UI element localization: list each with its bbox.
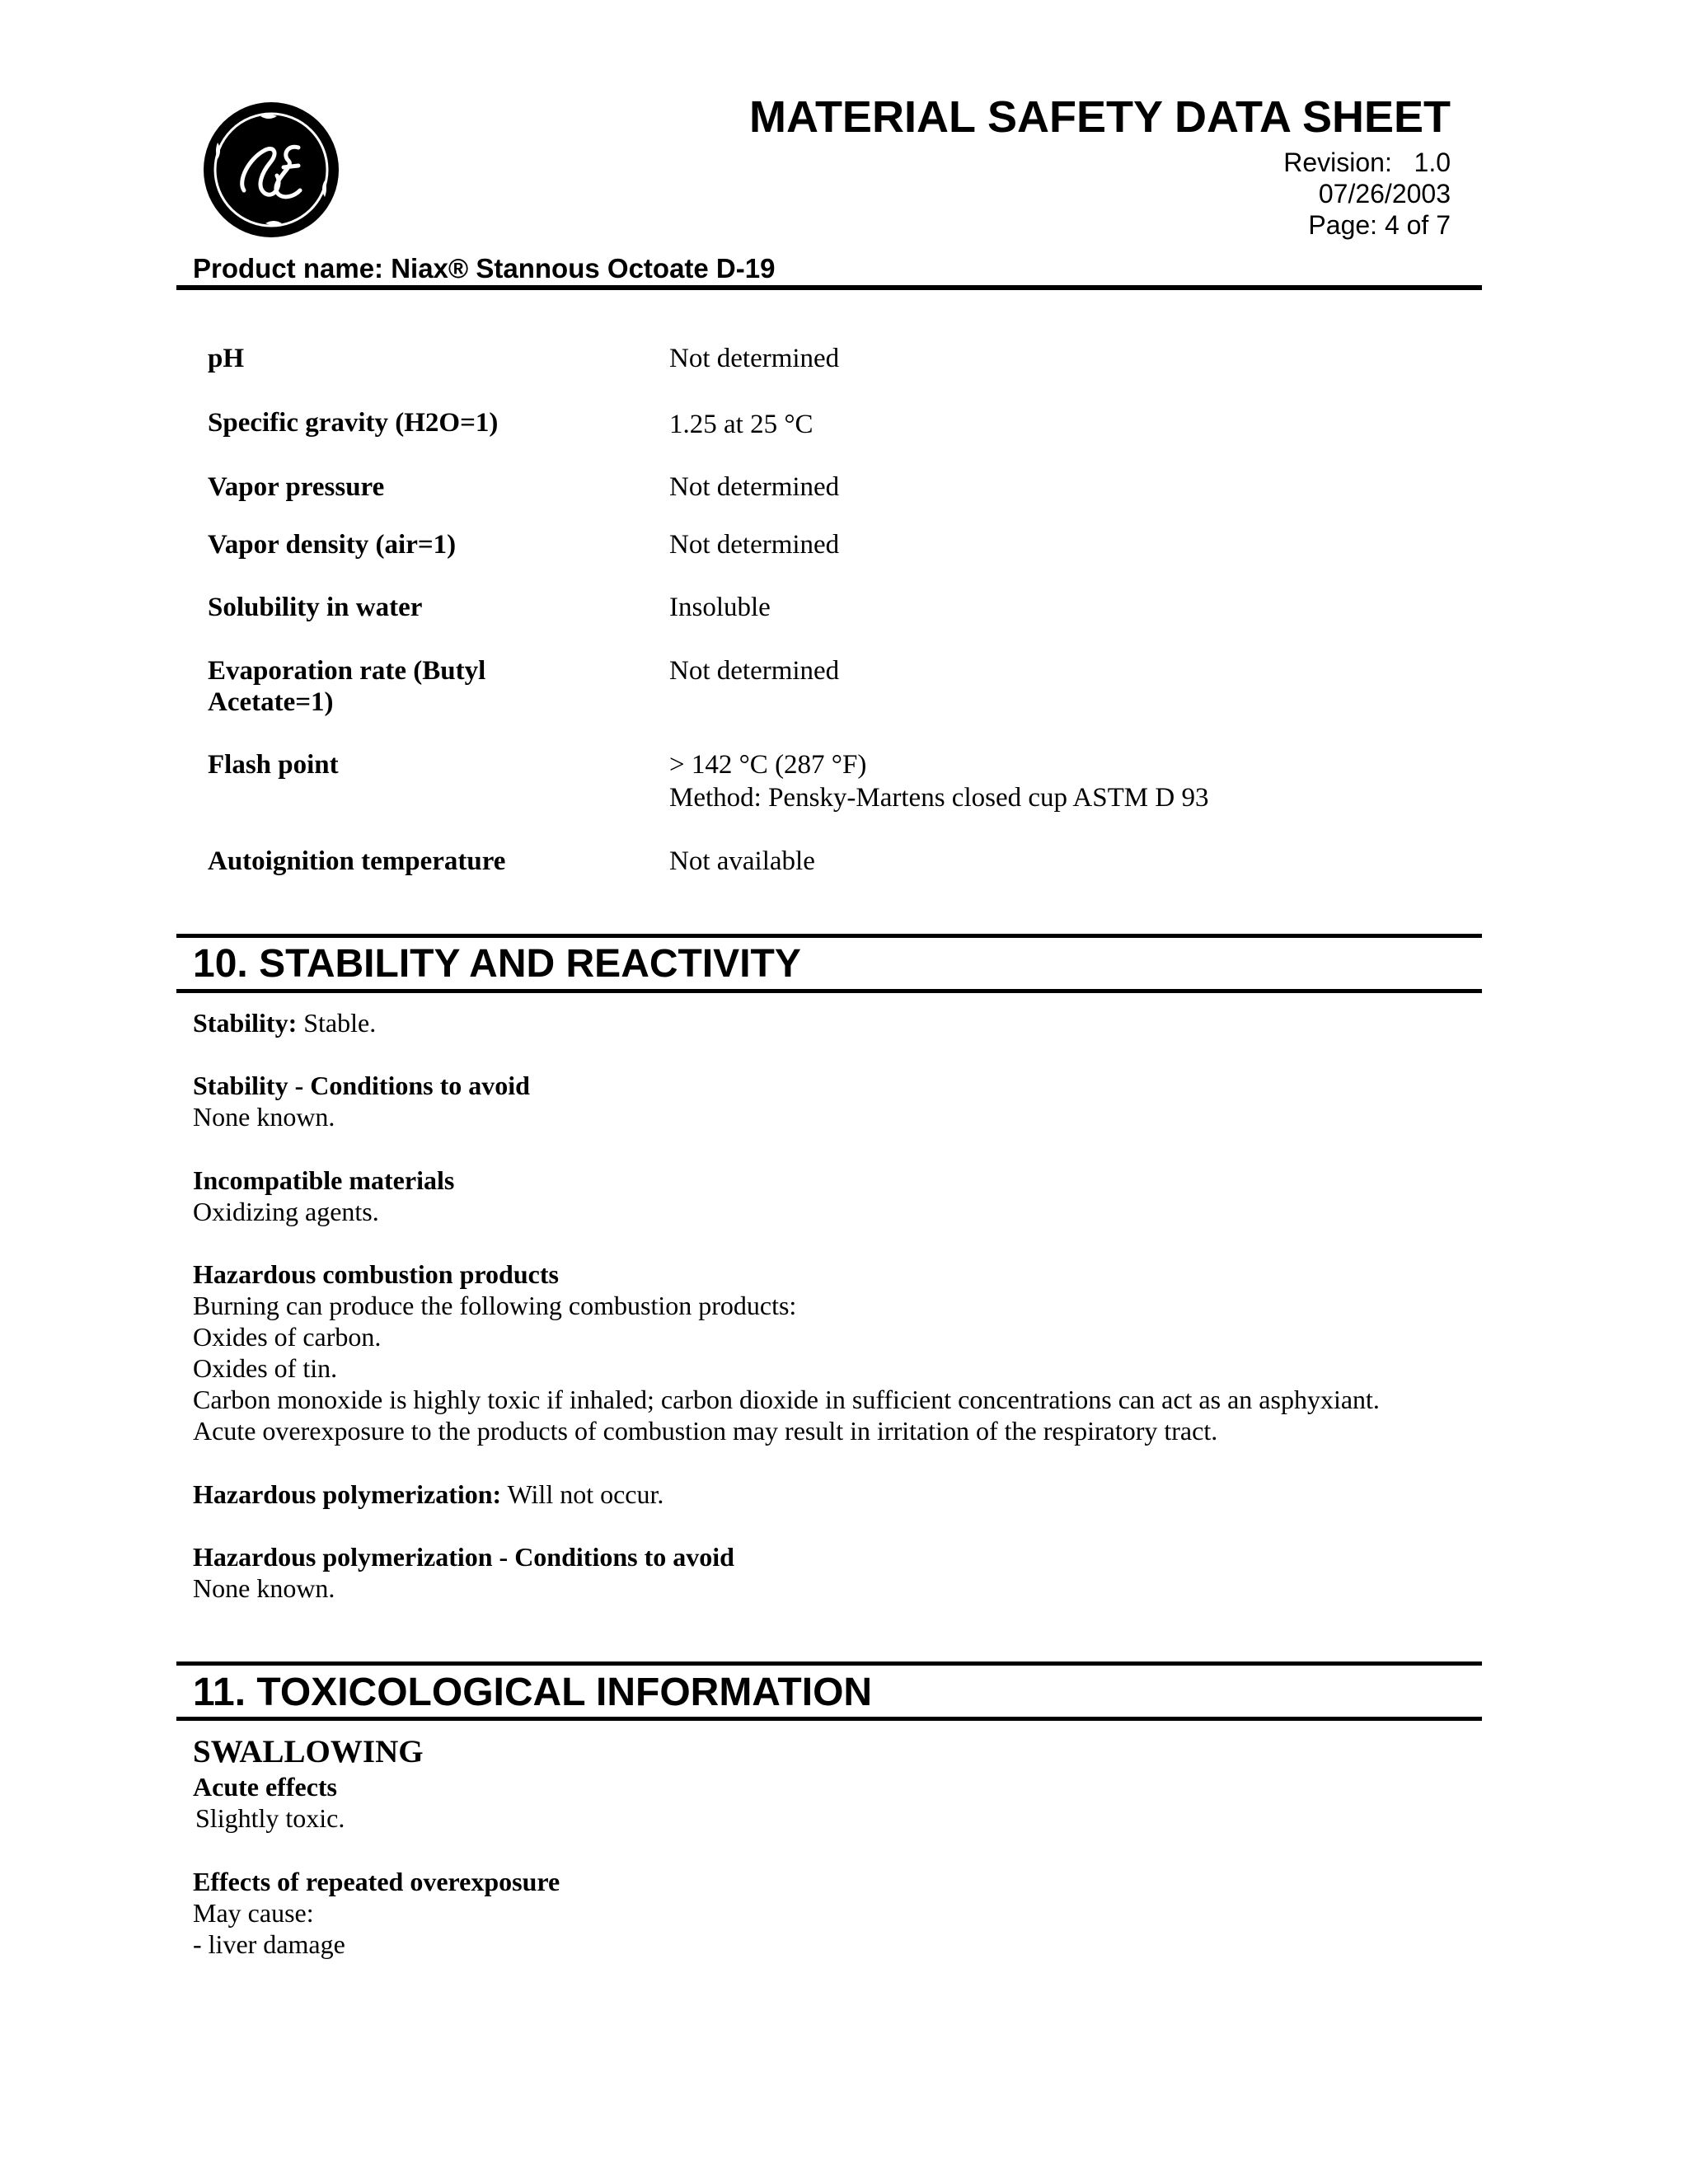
polymerization-label: Hazardous polymerization:	[193, 1479, 502, 1509]
stability-value: Stable.	[303, 1008, 377, 1038]
property-label: Vapor pressure	[208, 472, 385, 502]
property-value: Not available	[669, 846, 815, 876]
section-divider	[176, 1717, 1482, 1721]
property-label: Autoignition temperature	[208, 846, 506, 876]
repeated-overexposure-heading: Effects of repeated overexposure	[193, 1867, 560, 1896]
repeated-overexposure-line: May cause:	[193, 1898, 314, 1928]
property-value: Insoluble	[669, 593, 771, 622]
property-value: 1.25 at 25 °C	[669, 410, 814, 439]
product-name: Product name: Niax® Stannous Octoate D-19	[193, 253, 776, 284]
property-value-method: Method: Pensky-Martens closed cup ASTM D 93	[669, 783, 1209, 813]
combustion-heading: Hazardous combustion products	[193, 1259, 559, 1289]
stability-line	[193, 1007, 376, 1038]
section-10-title: 10. STABILITY AND REACTIVITY	[193, 942, 801, 986]
property-label: Vapor density (air=1)	[208, 530, 457, 560]
combustion-line: Acute overexposure to the products of combustion may result in irritation of the respiratory tract.	[193, 1416, 1218, 1446]
combustion-line: Oxides of carbon.	[193, 1322, 382, 1352]
property-label: Solubility in water	[208, 593, 423, 622]
property-value: Not determined	[669, 656, 840, 686]
property-label: Flash point	[208, 750, 339, 780]
incompatible-heading: Incompatible materials	[193, 1165, 455, 1195]
combustion-line: Burning can produce the following combustion products:	[193, 1291, 797, 1320]
revision-number: Revision: 1.0	[1283, 148, 1451, 177]
conditions-heading: Stability - Conditions to avoid	[193, 1071, 530, 1100]
document-title: MATERIAL SAFETY DATA SHEET	[748, 92, 1451, 142]
property-value: Not determined	[669, 344, 840, 373]
property-label-continued: Acetate=1)	[208, 687, 334, 717]
section-11-title: 11. TOXICOLOGICAL INFORMATION	[193, 1671, 873, 1714]
property-value: Not determined	[669, 472, 840, 502]
page-number: Page: 4 of 7	[1308, 210, 1451, 240]
section-divider	[176, 934, 1482, 938]
section-divider	[176, 989, 1482, 993]
combustion-line: Carbon monoxide is highly toxic if inhaled; carbon dioxide in sufficient concentrations can act as an asphyxiant.	[193, 1385, 1380, 1414]
property-value: Not determined	[669, 530, 840, 560]
conditions-text: None known.	[193, 1102, 335, 1132]
property-value: > 142 °C (287 °F)	[669, 750, 867, 780]
polymerization-conditions-heading: Hazardous polymerization - Conditions to avoid	[193, 1542, 734, 1572]
acute-effects-text: Slightly toxic.	[195, 1803, 345, 1833]
header-divider	[176, 285, 1482, 290]
property-label: pH	[208, 344, 245, 373]
property-label: Evaporation rate (Butyl	[208, 656, 486, 686]
repeated-overexposure-line: - liver damage	[193, 1929, 345, 1959]
ge-logo-icon	[203, 101, 340, 238]
polymerization-line	[193, 1479, 663, 1510]
property-label: Specific gravity (H2O=1)	[208, 408, 499, 438]
acute-effects-heading: Acute effects	[193, 1772, 337, 1802]
polymerization-conditions-text: None known.	[193, 1573, 335, 1603]
stability-label: Stability:	[193, 1008, 298, 1038]
section-divider	[176, 1661, 1482, 1666]
polymerization-value: Will not occur.	[507, 1479, 664, 1509]
revision-date: 07/26/2003	[1318, 179, 1451, 209]
combustion-line: Oxides of tin.	[193, 1353, 338, 1383]
swallowing-heading: SWALLOWING	[193, 1734, 424, 1769]
incompatible-text: Oxidizing agents.	[193, 1197, 379, 1226]
